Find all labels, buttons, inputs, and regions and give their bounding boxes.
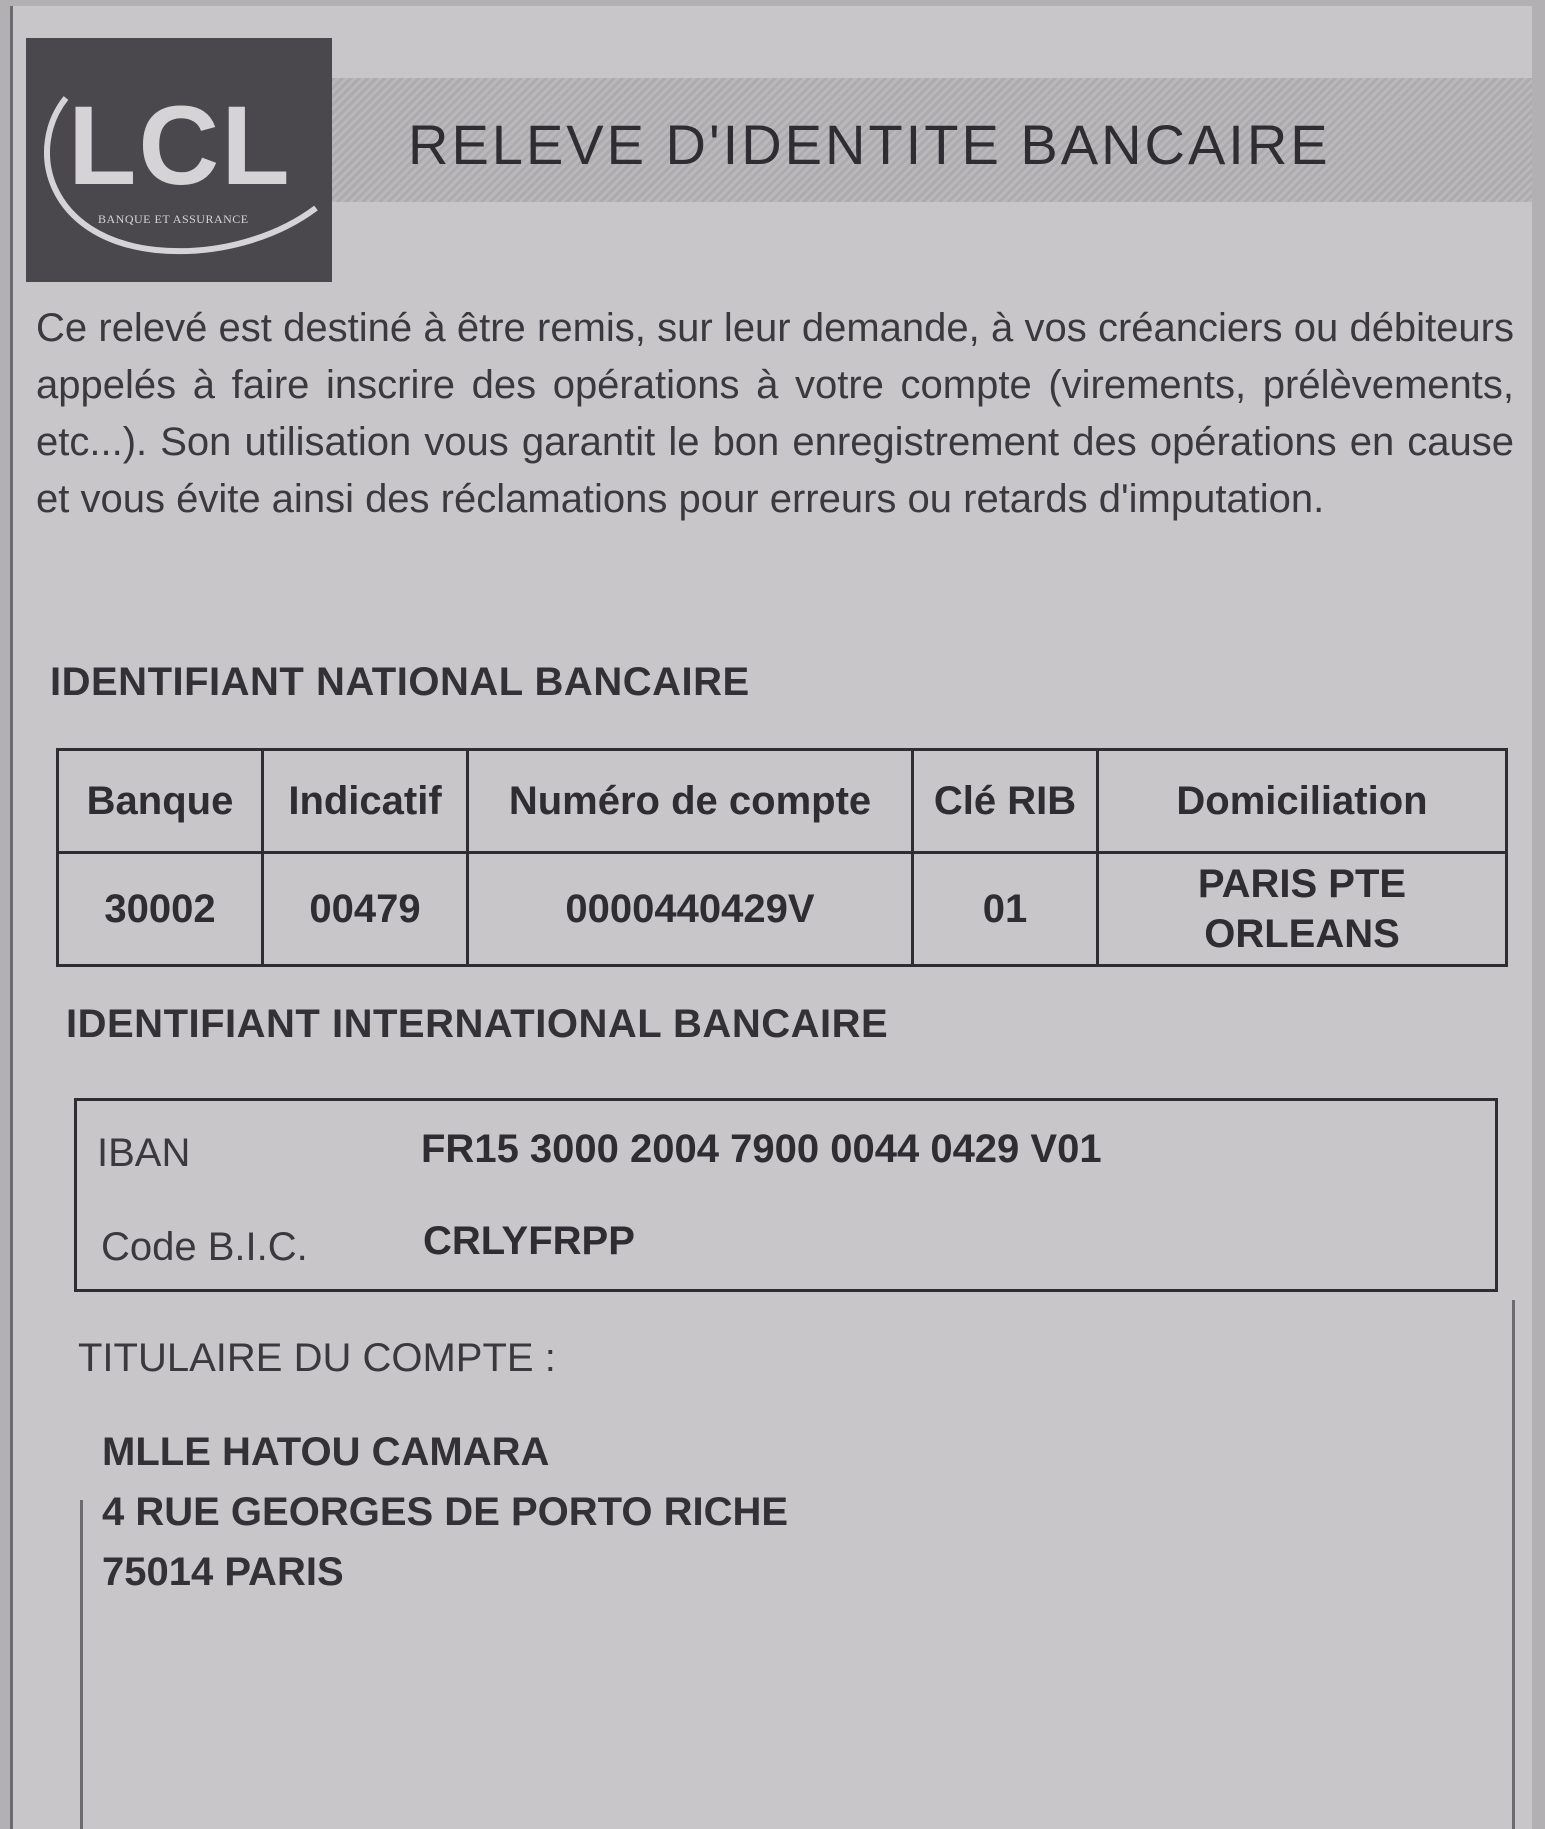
value-cle-rib: 01	[913, 853, 1098, 966]
domiciliation-line-1: PARIS PTE	[1197, 862, 1407, 906]
holder-city: 75014 PARIS	[102, 1550, 344, 1594]
bic-value: CRLYFRPP	[423, 1219, 635, 1263]
table-row	[58, 853, 1507, 966]
national-section-title: IDENTIFIANT NATIONAL BANCAIRE	[50, 660, 750, 704]
frame-left-line	[80, 1500, 83, 1829]
header-numero-compte: Numéro de compte	[468, 750, 913, 853]
value-indicatif: 00479	[263, 853, 468, 966]
iban-label: IBAN	[97, 1131, 191, 1175]
lcl-logo	[26, 38, 332, 282]
rib-table	[56, 748, 1508, 967]
value-domiciliation	[1098, 853, 1507, 966]
intro-paragraph: Ce relevé est destiné à être remis, sur leur demande, à vos créanciers ou débiteurs appelés à faire inscrire des opérations à votre compte (virements, prélèvements, etc...). Son utilisation vous garantit le bon enregistrement des opérations en cause et vous évite ainsi des réclamations pour erreurs ou retards d'imputation.	[36, 306, 1514, 521]
value-banque: 30002	[58, 853, 263, 966]
holder-title: TITULAIRE DU COMPTE :	[78, 1336, 556, 1380]
header-domiciliation: Domiciliation	[1098, 750, 1507, 853]
header-indicatif: Indicatif	[263, 750, 468, 853]
header-cle-rib: Clé RIB	[913, 750, 1098, 853]
international-section-title: IDENTIFIANT INTERNATIONAL BANCAIRE	[66, 1002, 889, 1046]
holder-address	[102, 1422, 788, 1602]
iban-box	[74, 1098, 1498, 1292]
table-header-row	[58, 750, 1507, 853]
logo-name: LCL	[68, 83, 292, 208]
iban-value: FR15 3000 2004 7900 0044 0429 V01	[421, 1127, 1102, 1171]
frame-right-line	[1512, 1300, 1515, 1829]
holder-name: MLLE HATOU CAMARA	[102, 1430, 550, 1474]
logo-tagline: BANQUE ET ASSURANCE	[98, 212, 249, 226]
page-title: RELEVE D'IDENTITE BANCAIRE	[408, 113, 1331, 176]
bic-label: Code B.I.C.	[101, 1225, 308, 1269]
value-numero-compte: 0000440429V	[468, 853, 913, 966]
header-banque: Banque	[58, 750, 263, 853]
domiciliation-line-2: ORLEANS	[1204, 912, 1400, 956]
holder-street: 4 RUE GEORGES DE PORTO RICHE	[102, 1490, 789, 1534]
